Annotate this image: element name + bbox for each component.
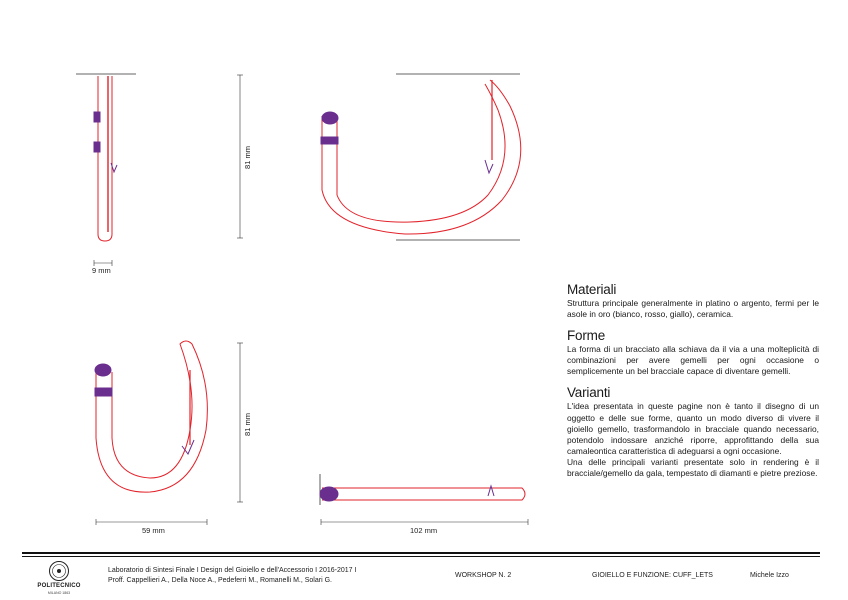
- course-line-2: Proff. Cappellieri A., Della Noce A., Pedeferri M., Romanelli M., Solari G.: [108, 577, 332, 584]
- section-body: La forma di un bracciato alla schiava da il via a una molteplicità di combinazioni per avere gemelli per ogni occasione o semplicemente un bel bracciale capace di diventare gemelli.: [567, 344, 819, 377]
- section-body: Struttura principale generalmente in platino o argento, fermi per le asole in oro (bianco, rosso, giallo), ceramica.: [567, 298, 819, 320]
- footer-divider-thin: [22, 556, 820, 557]
- footer-divider: [22, 552, 820, 554]
- side-view: [76, 74, 136, 266]
- dim-width-side: 9 mm: [92, 266, 111, 275]
- dim-height-top: 81 mm: [242, 146, 252, 169]
- project-label: GIOIELLO E FUNZIONE: CUFF_LETS: [592, 572, 713, 579]
- dim-length-flat: 102 mm: [410, 526, 438, 535]
- course-line-1: Laboratorio di Sintesi Finale I Design del Gioiello e dell'Accessorio I 2016-2017 I: [108, 567, 357, 574]
- front-view: [95, 341, 207, 525]
- section-body-2: Una delle principali varianti presentate solo in rendering è il bracciale/gemello da gala, tempestato di diamanti e pietre preziose.: [567, 456, 819, 479]
- logo-name: POLITECNICO: [37, 583, 81, 589]
- section-title: Forme: [567, 328, 606, 344]
- dim-height-bottom: 81 mm: [242, 413, 252, 436]
- section-materiali: [567, 282, 819, 320]
- section-title: Varianti: [567, 385, 611, 401]
- flat-view: [320, 474, 528, 525]
- dim-width-front: 59 mm: [142, 526, 165, 535]
- seal-icon: [28, 559, 90, 583]
- open-cuff-view: [321, 74, 521, 240]
- section-forme: [567, 328, 819, 377]
- section-varianti: [567, 385, 819, 479]
- author-label: Michele Izzo: [750, 572, 789, 579]
- description-panel: [567, 282, 819, 487]
- logo-sub: MILANO 1863: [47, 591, 71, 595]
- section-title: Materiali: [567, 282, 617, 297]
- workshop-label: WORKSHOP N. 2: [455, 572, 512, 579]
- politecnico-logo: [28, 559, 90, 597]
- section-body: L'idea presentata in queste pagine non è tanto il disegno di un oggetto e delle sue forme, quanto un modo diverso di vivere il gioiello gemello, trasformandolo in bracciale quando necessario, potendolo indossare anziché riporre, approfittando della sua camaleontica caratteristica di adeguarsi a ogni occasione.: [567, 401, 819, 456]
